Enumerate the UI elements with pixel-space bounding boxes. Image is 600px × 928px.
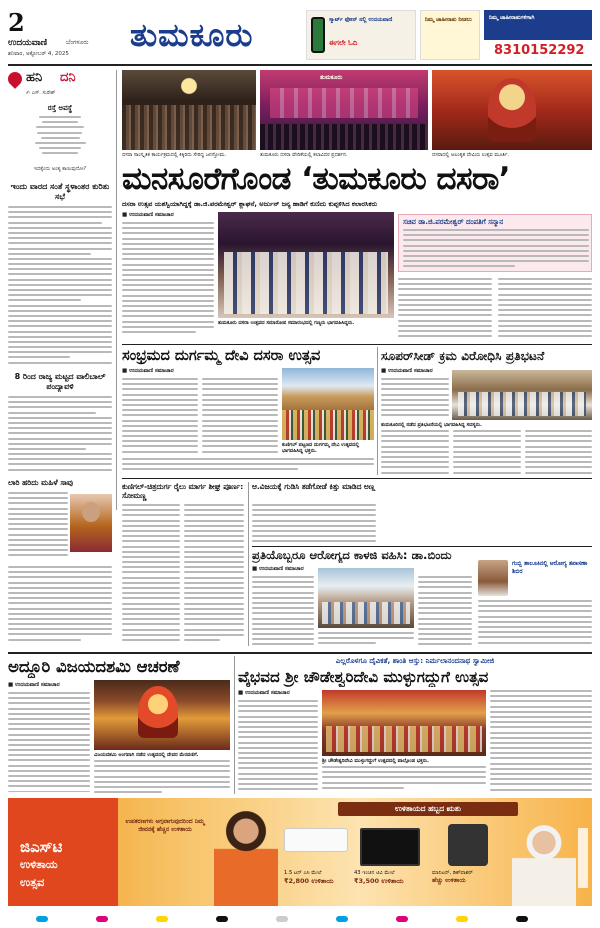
- left-story-3-body: [8, 492, 68, 562]
- poem-title: ರಸ್ತೆ ಅವಸ್ಥೆ: [47, 104, 73, 112]
- main-subhead: ದಸರಾ ಉತ್ಸವ ಯಶಸ್ವಿಯಾಗಿದ್ದಕ್ಕೆ ಡಾ.ಜಿ.ಪರಮೇಶ್ವರ್ ಶ್ಲಾಘನೆ, ಅರ್ಜುನ್ ಜನ್ಯ ಹಾಡಿಗೆ ಕುಣಿದು ಕುಪ್ಪಳಿಸಿದ ಕಲಾರಸಿಕರು: [122, 200, 378, 208]
- main-photo-caption: ತುಮಕೂರು ದಸರಾ ಉತ್ಸವದ ಸಮಾರೋಪ ಸಮಾರಂಭದಲ್ಲಿ ಗಣ್ಯರು ಭಾಗವಹಿಸಿದ್ದರು.: [218, 320, 355, 326]
- photo-durga-procession: [282, 368, 374, 440]
- honey-author: ✍ ಎಸ್. ಸುರೇಶ್: [26, 90, 56, 96]
- ad-line: ನಿಮ್ಮ ಜಾಹೀರಾತು ನೀಡಲು: [425, 17, 472, 23]
- ad-phone-strip: [484, 40, 592, 60]
- photo-dignitaries: [218, 212, 394, 318]
- mid-story-3-body-3: [418, 576, 472, 646]
- bottom-caption-1: ವಿಜಯದಶಮಿ ಅಂಗವಾಗಿ ನಡೆದ ಉತ್ಸವದಲ್ಲಿ ದೇವರ ಮೆರವಣಿಗೆ.: [94, 752, 199, 758]
- phone-number: 8310152292: [494, 43, 585, 58]
- photo-caption-2: ತುಮಕೂರು ದಸರಾ ವೇದಿಕೆಯಲ್ಲಿ ಕಲಾವಿದರ ಪ್ರದರ್ಶನ.: [260, 152, 348, 158]
- supersede-body-col4: [525, 430, 592, 476]
- ad-line: ಈಗಲೇ ಓದಿ: [329, 39, 358, 47]
- offer-label: 43 ಇಂಚಿನ ಟಿವಿ ಮೇಲೆ: [354, 870, 395, 876]
- ad-pitch: ಉಪಕರಣಗಳು ಅಗ್ಗವಾಗುವುದರಿಂದ ನಿಮ್ಮ ಜೀವನಕ್ಕೆ ಹೆಚ್ಚಿನ ಉಳಿತಾಯ: [125, 818, 205, 833]
- offer-value: ₹3,500 ಉಳಿತಾಯ: [354, 877, 404, 885]
- honey-logo-left: ಹನಿ: [26, 70, 43, 85]
- section-rule: [252, 546, 592, 547]
- side-note-body: [478, 600, 592, 646]
- tv-icon: [360, 828, 420, 866]
- main-body-col3: [398, 278, 492, 340]
- gst-title: ಉತ್ಸವ: [20, 876, 45, 889]
- photo-chowdeshwari: [322, 690, 486, 756]
- gst-title: ಜಿಎಸ್‌ಟಿ: [20, 838, 63, 856]
- gst-title: ಉಳಿತಾಯ: [20, 858, 58, 871]
- print-mark: [516, 916, 528, 922]
- honey-dani-box: [8, 70, 112, 176]
- mid-headline-3: ಪ್ರತಿಯೊಬ್ಬರೂ ಆರೋಗ್ಯದ ಕಾಳಜಿ ವಹಿಸಿ: ಡಾ.ಬಿಂದು: [252, 548, 452, 562]
- section-rule: [122, 478, 592, 479]
- print-mark: [396, 916, 408, 922]
- supersede-body-col2: [381, 430, 449, 476]
- mid-byline: ■ ಉದಯವಾಣಿ ಸಮಾಚಾರ: [252, 566, 304, 572]
- mid-story-2-body: [252, 504, 376, 544]
- bottom-kicker: ಎಲ್ಲರೊಳಗೂ ದೈವಿಕತೆ, ಶಾಂತಿ ಆಸ್ತು: ನಿರ್ಮಲಾನಂದನಾಥ ಸ್ವಾಮೀಜಿ: [335, 656, 495, 665]
- highlight-box-title: ಸಚಿವ ಡಾ.ಜಿ.ಪರಮೇಶ್ವರ್ ದಂಪತಿಗೆ ಸನ್ಮಾನ: [403, 218, 504, 226]
- page-number: 2: [8, 8, 25, 37]
- print-mark: [96, 916, 108, 922]
- highlight-box-body: [403, 229, 589, 269]
- main-body-col4: [498, 278, 592, 340]
- appliance-icon: [448, 824, 488, 866]
- model-photo: [214, 810, 278, 906]
- victim-photo: [70, 494, 112, 552]
- bottom-headline-2: ವೈಭವದ ಶ್ರೀ ಚೌಡೇಶ್ವರಿದೇವಿ ಮುಳ್ಳುಗದ್ದುಗೆ ಉತ್ಸವ: [238, 668, 489, 686]
- ad-banner-text: ಉಳಿತಾಯದ ಹಬ್ಬದ ಋತು: [394, 804, 462, 813]
- ac-offer: [284, 828, 348, 904]
- bottom-byline-1: ■ ಉದಯವಾಣಿ ಸಮಾಚಾರ: [8, 682, 60, 688]
- masthead-ad-phone[interactable]: [484, 10, 592, 60]
- column-rule: [377, 347, 378, 475]
- mid-story-1-body: [122, 504, 180, 644]
- side-note-title: ಗುಬ್ಬಿ ತಾಲೂಕಿನಲ್ಲಿ ಆರೋಗ್ಯ ತಪಾಸಣಾ ಶಿಬಿರ: [512, 560, 588, 575]
- print-mark: [456, 916, 468, 922]
- bottom-story-2-body-2: [322, 766, 486, 794]
- paper-name: ಉದಯವಾಣಿ: [8, 38, 48, 48]
- edition: ಬೆಂಗಳೂರು: [66, 39, 89, 46]
- left-story-2-body: [8, 396, 112, 472]
- print-mark: [336, 916, 348, 922]
- mid-story-1-body-2: [184, 504, 244, 644]
- left-headline-2: 8 ರಿಂದ ರಾಜ್ಯ ಮಟ್ಟದ ವಾಲಿಬಾಲ್ ಪಂದ್ಯಾವಳಿ: [14, 372, 106, 391]
- bottom-caption-2: ಶ್ರೀ ಚೌಡೇಶ್ವರಿದೇವಿ ಮುಳ್ಳುಗದ್ದುಗೆ ಉತ್ಸವದಲ್ಲಿ ಪಾಲ್ಗೊಂಡ ಭಕ್ತರು.: [322, 758, 429, 764]
- durga-headline: ಸಂಭ್ರಮದ ದುರ್ಗಮ್ಮ ದೇವಿ ದಸರಾ ಉತ್ಸವ: [122, 348, 321, 364]
- section-rule: [8, 652, 592, 654]
- photo-protest: [452, 370, 592, 420]
- mid-story-3-body: [252, 576, 314, 646]
- column-rule: [116, 70, 117, 510]
- honey-logo-right: ದನಿ: [60, 70, 76, 85]
- poem-question: ಇದಕ್ಕೆಂದು ಅಂತ್ಯ ಕಾಣುವುದೋ?: [33, 166, 87, 172]
- offer-label: ಮಾನಿಟರ್, ಡಿಶ್‌ವಾಶರ್: [432, 870, 473, 876]
- section-rule: [122, 344, 592, 345]
- left-headline-3: ಲಾರಿ ಹರಿದು ಮಹಿಳೆ ಸಾವು: [8, 478, 74, 487]
- photo-vijayadashami: [94, 680, 230, 750]
- bottom-story-2-body-3: [490, 690, 592, 794]
- bottom-headline-1: ಅದ್ದೂರಿ ವಿಜಯದಶಮಿ ಆಚರಣೆ: [8, 657, 180, 676]
- mid-story-3-body-2: [318, 632, 414, 646]
- side-note-box: [478, 560, 592, 646]
- appliance-offer: [432, 824, 508, 904]
- main-headline: ಮನಸೂರೆಗೊಂಡ ‘ತುಮಕೂರು ದಸರಾ’: [122, 161, 511, 197]
- photo-caption-1: ದಸರಾ ಸಾಂಸ್ಕೃತಿಕ ಕಾರ್ಯಕ್ರಮದಲ್ಲಿ ಕಿಕ್ಕಿರಿದು ಸೇರಿದ್ದ ಜನಸ್ತೋಮ.: [122, 152, 227, 158]
- supersede-headline: ಸೂಪರ್‌ಸೀಡ್ ಕ್ರಮ ವಿರೋಧಿಸಿ ಪ್ರತಿಭಟನೆ: [381, 349, 545, 363]
- print-mark: [216, 916, 228, 922]
- offer-label: 1.5 ಟನ್ ಎಸಿ ಮೇಲೆ: [284, 870, 322, 876]
- tv-offer: [354, 828, 426, 904]
- durga-body-col1: [122, 378, 198, 454]
- masthead-ad-small[interactable]: [420, 10, 480, 60]
- bottom-story-1-body: [8, 692, 90, 792]
- main-byline: ■ ಉದಯವಾಣಿ ಸಮಾಚಾರ: [122, 212, 174, 218]
- supersede-caption: ತುಮಕೂರಿನಲ್ಲಿ ನಡೆದ ಪ್ರತಿಭಟನೆಯಲ್ಲಿ ಭಾಗವಹಿಸಿದ್ದ ಸದಸ್ಯರು.: [381, 422, 482, 428]
- masthead-ad-smartphone[interactable]: [306, 10, 416, 60]
- date: ಶನಿವಾರ, ಅಕ್ಟೋಬರ್ 4, 2025: [8, 51, 69, 57]
- health-officer-photo: [478, 560, 508, 596]
- durga-caption: ಕುಣಿಗಲ್ ಪಟ್ಟಣದ ದುರ್ಗಮ್ಮ ದೇವಿ ಉತ್ಸವದಲ್ಲಿ ಭಾಗವಹಿಸಿದ್ದ ಭಕ್ತರು.: [282, 442, 360, 454]
- left-story-1-body: [8, 206, 112, 366]
- section-title: ತುಮಕೂರು: [130, 16, 254, 54]
- mid-headline-2: ಆ.ವಿಜಯಕ್ಕೆ ಗುಡಿಸಿ ತಡೆಗೋಡೆ ಕಿತ್ತು ಮಾಡಿದ ಅಣ್ಣ: [252, 482, 376, 491]
- durga-byline: ■ ಉದಯವಾಣಿ ಸಮಾಚಾರ: [122, 368, 174, 374]
- ac-icon: [284, 828, 348, 852]
- column-rule: [248, 482, 249, 646]
- supersede-body-col1: [381, 378, 449, 418]
- ad-banner: [338, 802, 518, 816]
- ad-line: ಸ್ಮಾರ್ಟ್ ಫೋನ್ ನಲ್ಲಿ ಉದಯವಾಣಿ: [329, 17, 393, 23]
- gst-ad[interactable]: [8, 798, 592, 906]
- gst-ad-left: [8, 798, 118, 906]
- durga-body-col2: [202, 378, 278, 454]
- stage-banner: ತುಮಕೂರು: [320, 74, 343, 81]
- supersede-byline: ■ ಉದಯವಾಣಿ ಸಮಾಚಾರ: [381, 368, 433, 374]
- left-story-3-body-cont: [8, 566, 112, 656]
- leader-photo: [512, 818, 576, 906]
- durga-body-col3: [122, 458, 374, 474]
- masthead: [8, 8, 592, 62]
- ad-line: ನಿಮ್ಮ ಜಾಹೀರಾತುಗಳಿಗಾಗಿ: [489, 15, 535, 21]
- supersede-body-col3: [453, 430, 521, 476]
- honey-drop-icon: [5, 69, 25, 89]
- main-highlight-box: [398, 214, 592, 272]
- emblem-icon: [578, 828, 588, 888]
- photo-crowd: [122, 70, 256, 150]
- photo-health-camp: [318, 568, 414, 628]
- photo-caption-3: ದಸರಾದಲ್ಲಿ ಅಲಂಕೃತ ದೇವಿಯ ಉತ್ಸವ ಮೂರ್ತಿ.: [432, 152, 510, 158]
- left-headline-1: ಇಂದು ವಾರದ ಸಂತೆ ಸ್ಥಳಾಂತರ ಕುರಿತು ಸಭೆ: [10, 182, 110, 201]
- print-mark: [156, 916, 168, 922]
- masthead-rule: [8, 64, 592, 66]
- print-mark: [36, 916, 48, 922]
- photo-deity: [432, 70, 592, 150]
- mid-headline-1: ಕುಣಿಗಲ್-ಚಿತ್ರದುರ್ಗ ರೈಲು ಮಾರ್ಗ ಶೀಘ್ರ ಪೂರ್ಣ: ಸೋಮಣ್ಣ: [122, 482, 244, 501]
- column-rule: [234, 656, 235, 794]
- bottom-byline-2: ■ ಉದಯವಾಣಿ ಸಮಾಚಾರ: [238, 690, 290, 696]
- offer-value: ಹೆಚ್ಚು ಉಳಿತಾಯ: [432, 877, 466, 884]
- bottom-story-1-body-2: [94, 760, 230, 794]
- offer-value: ₹2,800 ಉಳಿತಾಯ: [284, 877, 334, 885]
- bottom-story-2-body: [238, 700, 318, 794]
- photo-stage: [260, 70, 428, 150]
- poem-body: [30, 116, 90, 160]
- phone-icon: [311, 17, 325, 53]
- main-body-col1: [122, 222, 214, 340]
- print-mark: [276, 916, 288, 922]
